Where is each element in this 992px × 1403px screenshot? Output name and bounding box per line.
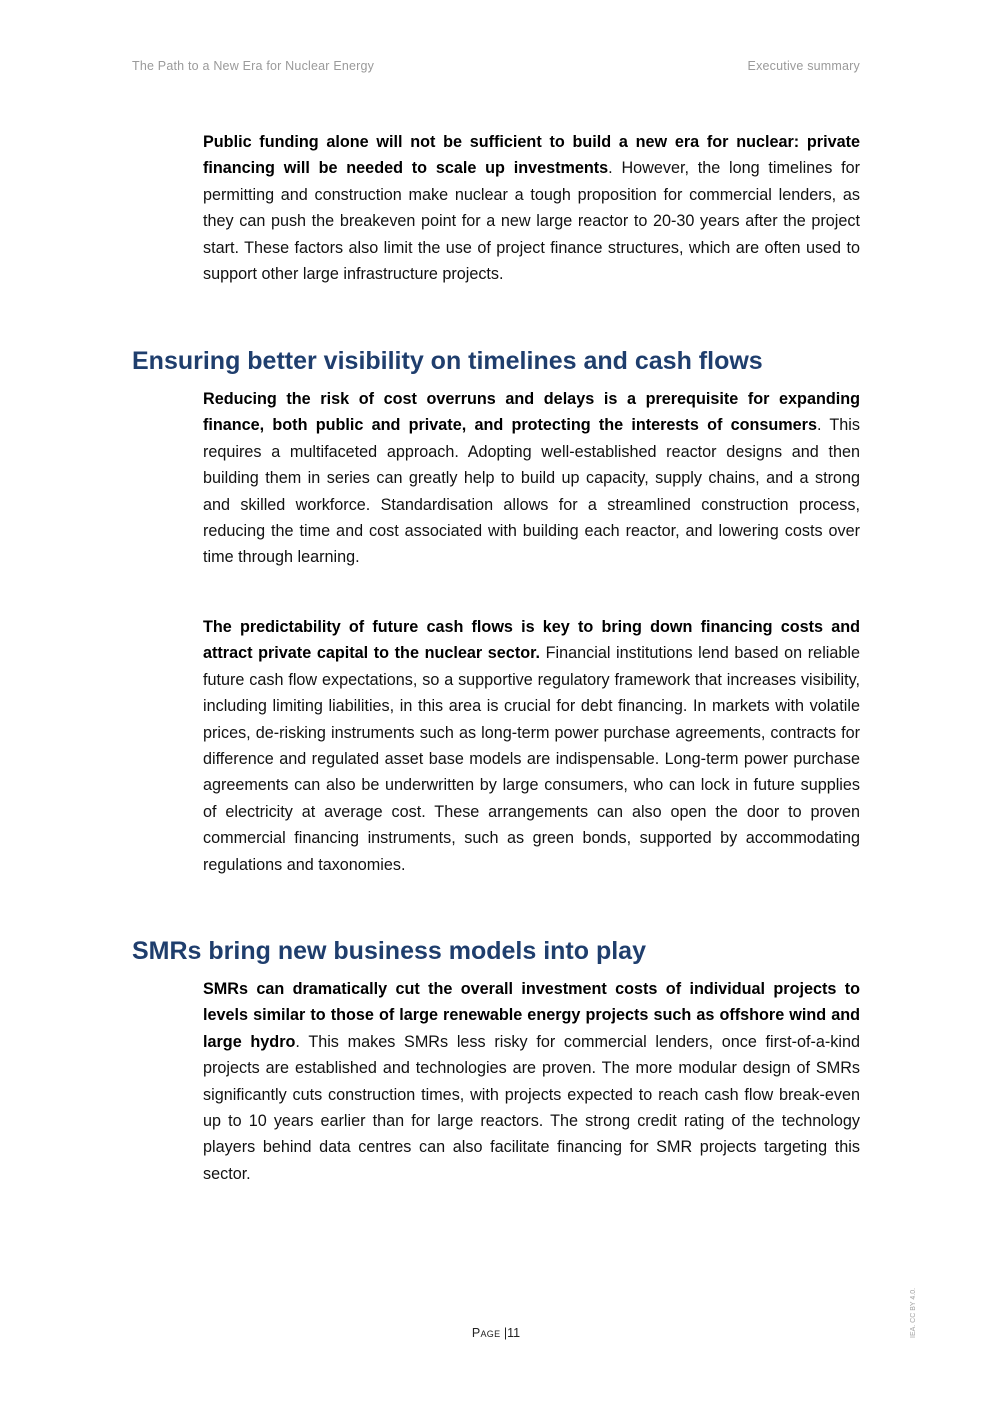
visibility-paragraph-2-bold: The predictability of future cash flows is key to bring down financing costs and attract private capital to the nuclear sector. bbox=[203, 618, 860, 663]
smr-paragraph-1-text: . This makes SMRs less risky for commercial lenders, once first-of-a-kind projects are established and technologies are proven. The more modular design of SMRs significantly cuts construction times, with projects expected to reach cash flow break-even up to 10 years earlier than for large reactors. The strong credit rating of the technology players behind data centres can also facilitate financing for SMR projects targeting this sector. bbox=[203, 1032, 860, 1183]
visibility-paragraph-1 bbox=[203, 386, 860, 571]
page-number: 11 bbox=[507, 1326, 521, 1340]
visibility-paragraph-1-text: . This requires a multifaceted approach. Adopting well-established reactor designs and then building them in series can greatly help to build up capacity, supply chains, and a strong and skilled workforce. Standardisation allows for a streamlined construction process, reducing the time and cost associated with building each reactor, and lowering costs over time through learning. bbox=[203, 416, 860, 567]
license-text: IEA. CC BY 4.0. bbox=[910, 1287, 917, 1338]
running-header bbox=[132, 59, 860, 75]
visibility-paragraph-2-text: Financial institutions lend based on reliable future cash flow expectations, so a supportive regulatory framework that increases visibility, including limiting liabilities, in this area is crucial for debt financing. In markets with volatile prices, de-risking instruments such as long-term power purchase agreements, contracts for difference and regulated asset base models are indispensable. Long-term power purchase agreements can also be underwritten by large consumers, who can lock in future supplies of electricity at average cost. These arrangements can also open the door to proven commercial financing instruments, such as green bonds, supported by accommodating regulations and taxonomies. bbox=[203, 644, 860, 874]
visibility-paragraph-1-bold: Reducing the risk of cost overruns and delays is a prerequisite for expanding finance, both public and private, and protecting the interests of consumers bbox=[203, 390, 860, 435]
smr-paragraph-1-bold: SMRs can dramatically cut the overall investment costs of individual projects to levels similar to those of large renewable energy projects such as offshore wind and large hydro bbox=[203, 980, 860, 1051]
intro-paragraph-bold: Public funding alone will not be sufficient to build a new era for nuclear: private financing will be needed to scale up investments bbox=[203, 133, 860, 178]
intro-paragraph bbox=[203, 129, 860, 287]
page-separator: | bbox=[503, 1326, 508, 1340]
heading-smr: SMRs bring new business models into play bbox=[132, 937, 646, 965]
intro-paragraph-text: . However, the long timelines for permitting and construction make nuclear a tough proposition for commercial lenders, as they can push the breakeven point for a new large reactor to 20-30 years after the project start. These factors also limit the use of project finance structures, which are often used to support other large infrastructure projects. bbox=[203, 159, 860, 284]
smr-paragraph-1 bbox=[203, 976, 860, 1187]
visibility-paragraph-2 bbox=[203, 614, 860, 878]
page-label: Page bbox=[471, 1326, 501, 1340]
license-note bbox=[910, 1280, 922, 1340]
page-footer bbox=[0, 1326, 992, 1340]
section-title: Executive summary bbox=[747, 59, 860, 73]
heading-visibility: Ensuring better visibility on timelines and cash flows bbox=[132, 347, 763, 375]
document-title: The Path to a New Era for Nuclear Energy bbox=[132, 59, 375, 73]
